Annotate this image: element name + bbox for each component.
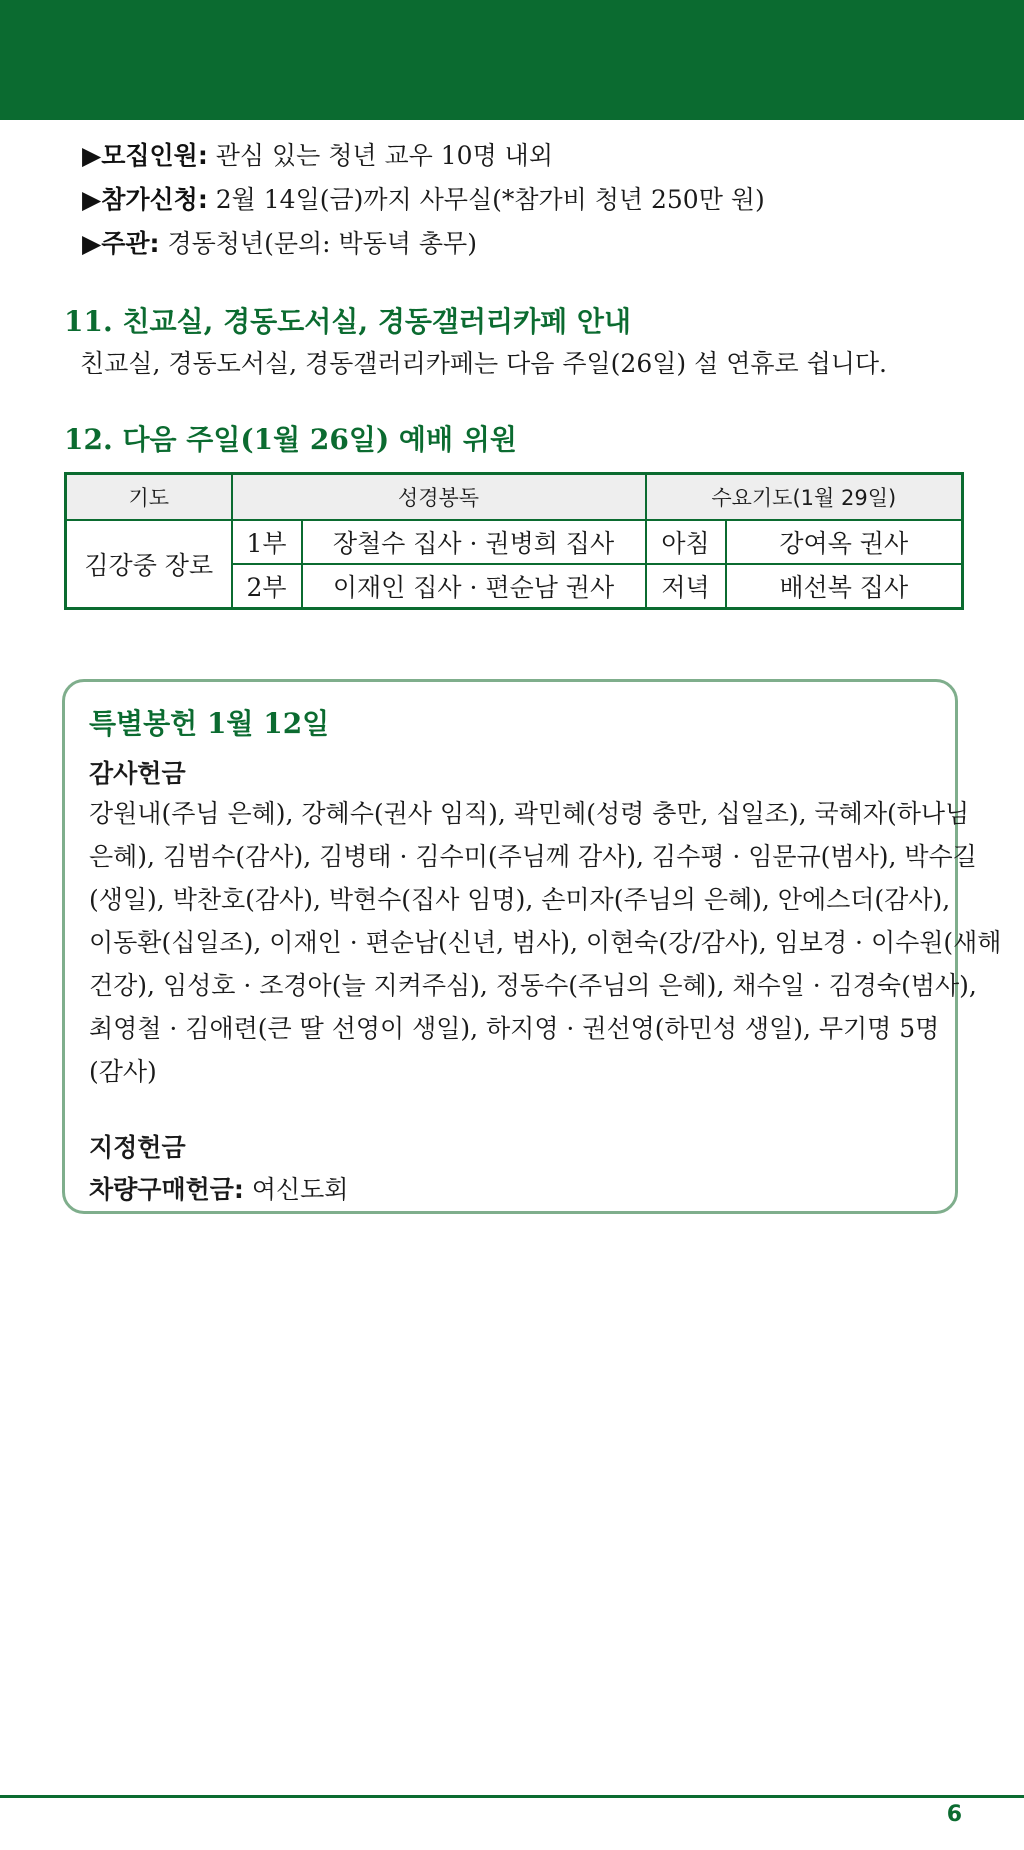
table-row — [66, 520, 963, 564]
offering-title: 특별봉헌 1월 12일 — [89, 707, 330, 740]
part-cell: 1부 — [232, 520, 302, 564]
bullet-organizer: ▶주관: 경동청년(문의: 박동녁 총무) — [82, 229, 477, 258]
thanks-line: (생일), 박찬호(감사), 박현수(집사 임명), 손미자(주님의 은혜), 안에스더(감사), — [89, 885, 951, 914]
time-cell: 아침 — [646, 520, 726, 564]
bullet-recruit-count: ▶모집인원: 관심 있는 청년 교우 10명 내외 — [82, 141, 553, 170]
thanks-line: 건강), 임성호 · 조경아(늘 지켜주심), 정동수(주님의 은혜), 채수일 · 김경숙(범사), — [89, 971, 977, 1000]
wed-prayer-cell: 배선복 집사 — [726, 564, 963, 609]
thanks-line: 최영철 · 김애련(큰 딸 선영이 생일), 하지영 · 권선영(하민성 생일), 무기명 5명 — [89, 1014, 940, 1043]
readers-cell: 장철수 집사 · 권병희 집사 — [302, 520, 646, 564]
readers-cell: 이재인 집사 · 편순남 권사 — [302, 564, 646, 609]
page-number: 6 — [946, 1802, 962, 1827]
part-cell: 2부 — [232, 564, 302, 609]
thanks-offering-label: 감사헌금 — [89, 759, 186, 788]
designated-offering-line: 차량구매헌금: 여신도회 — [89, 1175, 349, 1204]
footer-rule — [0, 1795, 1024, 1798]
section-11-body: 친교실, 경동도서실, 경동갤러리카페는 다음 주일(26일) 설 연휴로 쉽니다. — [80, 349, 887, 378]
table-header-row — [66, 474, 963, 521]
thanks-line: 이동환(십일조), 이재인 · 편순남(신년, 범사), 이현숙(강/감사), 임보경 · 이수원(새해 — [89, 928, 1002, 957]
thanks-line: (감사) — [89, 1057, 157, 1086]
thanks-offering-list — [89, 792, 1002, 1093]
header-wednesday: 수요기도(1월 29일) — [646, 474, 963, 521]
header-scripture: 성경봉독 — [232, 474, 646, 521]
header-band — [0, 0, 1024, 120]
bullet-application: ▶참가신청: 2월 14일(금)까지 사무실(*참가비 청년 250만 원) — [82, 185, 765, 214]
recruit-info — [82, 134, 765, 266]
thanks-line: 강원내(주님 은혜), 강혜수(권사 임직), 곽민혜(성령 충만, 십일조), 국혜자(하나님 — [89, 799, 970, 828]
section-11-heading: 11. 친교실, 경동도서실, 경동갤러리카페 안내 — [64, 305, 632, 338]
header-prayer: 기도 — [66, 474, 232, 521]
worship-duty-table — [64, 472, 964, 610]
thanks-line: 은혜), 김범수(감사), 김병태 · 김수미(주님께 감사), 김수평 · 임문규(범사), 박수길 — [89, 842, 977, 871]
special-offering-box — [62, 679, 1002, 1214]
designated-offering-label: 지정헌금 — [89, 1133, 186, 1162]
time-cell: 저녁 — [646, 564, 726, 609]
wed-prayer-cell: 강여옥 권사 — [726, 520, 963, 564]
prayer-cell: 김강중 장로 — [66, 520, 232, 609]
section-12-heading: 12. 다음 주일(1월 26일) 예배 위원 — [64, 423, 517, 456]
